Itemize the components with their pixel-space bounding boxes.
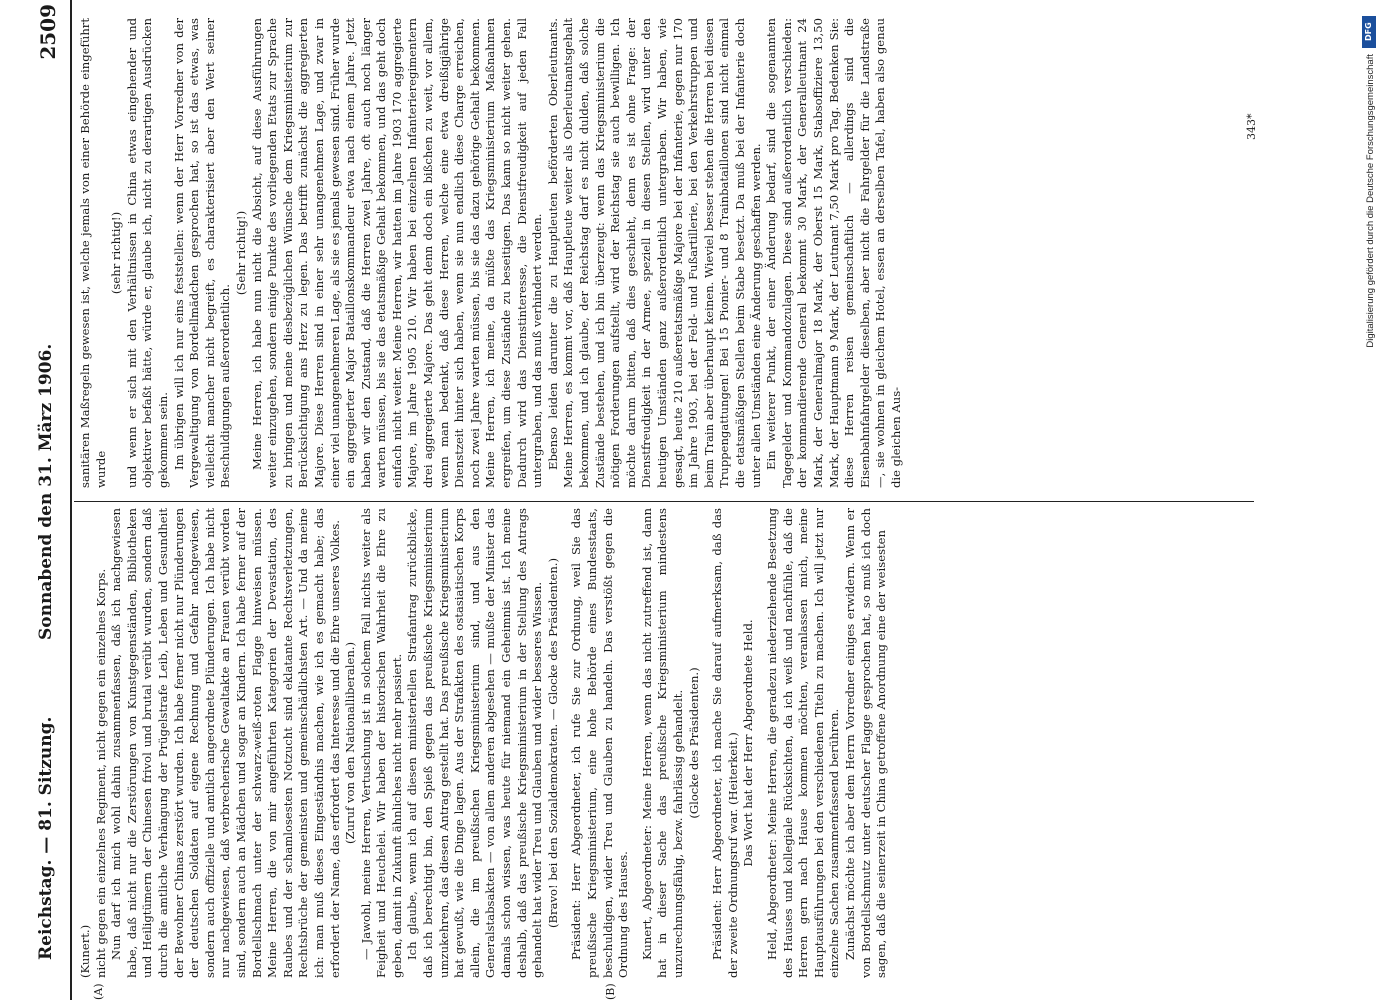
paragraph: Ich glaube, wenn ich auf diesen ministeriellen Strafantrag zurückblicke, daß ich berechtigt bin, den Spieß gegen das preußische Kriegsministerium umzukehren, das diesen Antrag gestellt hat. Das preußische Kriegsministerium hat gewußt, wie die Dinge lagen. Aus der Strafakten des ostasiatischen Korps allein, die im preußischen Kriegsministerium sind, und aus den Generalstabsakten — von allem anderen abgesehen — mußte der Minister das damals schon wissen, was heute für niemand ein Geheimnis ist. Ich meine deshalb, daß das preußische Kriegsministerium in der Stellung des Antrags gehandelt hat wider Treu und Glauben und wider besseres Wissen. — [405, 508, 545, 978]
left-column — [78, 508, 890, 978]
margin-marker-b: (B) — [604, 983, 617, 1000]
paragraph: Präsident: Herr Abgeordneter, ich mache Sie darauf aufmerksam, daß das der zweite Ordnungsruf war. (Heiterkeit.) — [710, 508, 740, 978]
page-header — [30, 0, 72, 1000]
header-date: Sonnabend den 31. März 1906. — [36, 343, 56, 640]
header-left: Reichstag. — 81. Sitzung. — [36, 716, 56, 960]
speaker-note: (Kunert.) — [78, 924, 92, 978]
paragraph: Held, Abgeordneter: Meine Herren, die geradezu niederziehende Besetzung des Hauses und kollegiale Rücksichten, da ich weiß und nachfühle, daß die Herren gern nach Hause kommen möchten, veranlassen mich, meine Hauptausführungen bei den verschiedenen Titeln zu machen. Ich will jetzt nur einzelne Sachen zusammenfassend berühren. — [764, 508, 842, 978]
paragraph: Das Wort hat der Herr Abgeordnete Held. — [741, 619, 756, 867]
paragraph: Meine Herren, ich habe nun nicht die Absicht, auf diese Ausführungen weiter einzugehen, sondern einige Punkte des vorliegenden Etats zur Sprache zu bringen und meine diesbezüglichen Wünsche dem Kriegsministerium zur Berücksichtigung ans Herz zu legen. Das betrifft zunächst die aggregierten Majore. Diese Herren sind in einer sehr unangenehmen Lage, und zwar in einer viel unangenehmeren Lage, als sie es jemals gewesen sind. Früher wurde ein aggregierter Major Bataillonskommandeur etwa nach einem Jahre. Jetzt haben wir den Zustand, daß die Herren zwei Jahre, oft auch noch länger warten müssen, bis sie das etatsmäßige Gehalt bekommen, und das geht doch einfach nicht weiter. Meine Herren, wir hatten im Jahre 1903 170 aggregierte Majore, im Jahre 1905 210. Wir haben bei einzelnen Infanterieregimentern drei aggregierte Majore. Das geht denn doch ein bißchen zu weit, vor allem, wenn man bedenkt, daß diese Herren, welche eine etwa dreißigjährige Dienstzeit hinter sich haben, wenn sie nun endlich diese Charge erreichen, noch zwei Jahre warten müssen, bis sie das dazu gehörige Gehalt bekommen. Meine Herren, ich meine, da müßte das Kriegsministerium Maßnahmen ergreifen, um diese Zustände zu beseitigen. Das kann so nicht weiter gehen. Dadurch wird das Dienstinteresse, die Dienstfreudigkeit auf jeden Fall untergraben, und das muß verhindert werden. — [249, 18, 545, 488]
paragraph: Präsident: Herr Abgeordneter, ich rufe Sie zur Ordnung, weil Sie das preußische Kriegsministerium, eine hohe Behörde eines Bundesstaats, beschuldigen, wider Treu und Glauben zu handeln. Das verstößt gegen die Ordnung des Hauses. — [569, 508, 631, 978]
dfg-logo: DFG — [1362, 16, 1376, 48]
paragraph: Kunert, Abgeordneter: Meine Herren, wenn das nicht zutreffend ist, dann hat in dieser Sache das preußische Kriegsministerium mindestens unzurechnungsfähig, bezw. fahrlässig gehandelt. — [639, 508, 685, 978]
paragraph: Zunächst möchte ich aber dem Herrn Vorredner einiges erwidern. Wenn er von Bordellschmutz unter deutscher Flagge gesprochen hat, so muß ich doch sagen, daß die seinerzeit in China getroffene Anordnung eine der weisesten — [842, 508, 889, 978]
interjection: (Sehr richtig!) — [233, 210, 248, 296]
paragraph: Ein weiterer Punkt, der einer Änderung bedarf, sind die sogenannten Tagegelder und Kommandozulagen. Diese sind außerordentlich verschieden: der kommandierende General bekommt 30 Mark, der Generalleutnant 24 Mark, der Generalmajor 18 Mark, der Oberst 15 Mark, Stabsoffiziere 13,50 Mark, der Hauptmann 9 Mark, der Leutnant 7,50 Mark pro Tag. Bedenken Sie: diese Herren reisen gemeinschaftlich — allerdings sind die Eisenbahnfahrgelder dieselben, aber nicht die Fahrgelder für die Landstraße —, sie wohnen in gleichem Hotel, essen an derselben Tafel, haben also genau die gleichen Aus- — [764, 18, 903, 488]
page-number: 2509 — [36, 4, 60, 60]
rotated-page — [30, 0, 1280, 1000]
margin-marker-a: (A) — [92, 983, 105, 1000]
paragraph: — Jawohl, meine Herren, Vertuschung ist in solchem Fall nichts weiter als Feigheit und Heuchelei. Wir haben der historischen Wahrheit die Ehre zu geben, damit in Zukunft ähnliches nicht mehr passiert. — [358, 508, 404, 978]
page-content — [30, 0, 1280, 1000]
interjection: (Bravo! bei den Sozialdemokraten. — Glocke des Präsidenten.) — [545, 558, 560, 929]
interjection: (sehr richtig!) — [109, 211, 124, 295]
paragraph: sanitären Maßregeln gewesen ist, welche jemals von einer Behörde eingeführt wurde — [78, 18, 108, 488]
interjection: (Zuruf von den Nationalliberalen.) — [343, 641, 358, 845]
paragraph: nicht gegen ein einzelnes Regiment, nicht gegen ein einzelnes Korps. — [93, 568, 108, 978]
paragraph: Nun darf ich mich wohl dahin zusammenfassen, daß ich nachgewiesen habe, daß nicht nur die Zerstörungen von Kunstgegenständen, Bibliotheken und Heiligtümern der Chinesen frivol und brutal verübt wurden, sondern daß durch die amtliche Verhängung der Prügelstrafe Leib, Leben und Gesundheit der Bewohner Chinas zerstört wurden. Ich habe ferner nicht nur Plünderungen der deutschen Soldaten auf eigene Rechnung und Gefahr nachgewiesen, sondern auch offizielle und amtlich angeordnete Plünderungen. Ich habe nicht nur nachgewiesen, daß verbrecherische Gewaltakte an Frauen verübt worden sind, sondern auch an Mädchen und sogar an Kindern. Ich habe ferner auf der Bordellschmach unter der schwarz-weiß-roten Flagge hinweisen müssen. Meine Herren, die von mir angeführten Kategorien der Devastation, des Raubes und der schamlosesten Notzucht sind eklatante Rechtsverletzungen, Rechtsbrüche der gemeinsten und gemeinschädlichsten Art. — Und da meine ich: man muß dieses Eingeständnis machen, wie ich es gemacht habe; das erfordert der Name, das erfordert das Interesse und die Ehre unseres Volkes. — [109, 508, 342, 978]
interjection: (Glocke des Präsidenten.) — [686, 667, 701, 819]
dfg-strip — [1357, 8, 1381, 428]
paragraph: Ebenso leiden darunter die zu Hauptleuten beförderten Oberleutnants. Meine Herren, es kommt vor, daß Hauptleute weiter als Oberleutnantsgehalt bekommen, und ich glaube, der Reichstag darf es nicht dulden, daß solche Zustände bestehen, und ich bin überzeugt: wenn das Kriegsministerium die nötigen Forderungen aufstellt, wird der Reichstag sie auch bewilligen. Ich möchte darum bitten, daß dies geschieht, denn es ist ohne Frage: der Dienstfreudigkeit in der Armee, speziell in diesen Stellen, wird unter den heutigen Umständen ganz außerordentlich untergraben. Wir haben, wie gesagt, heute 210 außeretatsmäßige Majore bei der Infanterie, gegen nur 170 im Jahre 1903, bei der Feld- und Fußartillerie, bei den Verkehrstruppen und beim Train aber überhaupt keinen. Wieviel besser stehen die Herren bei diesen Truppengattungen! Bei 15 Pionier- und 8 Trainbataillonen sind nicht einmal die etatsmäßigen Stellen beim Stabe besetzt. Da muß bei der Infanterie doch unter allen Umständen eine Änderung geschaffen werden. — [545, 18, 763, 488]
right-column — [78, 18, 904, 488]
page-reference: 343* — [1245, 113, 1258, 140]
dfg-credit: Digitalisierung gefördert durch die Deutsche Forschungsgemeinschaft — [1365, 54, 1376, 348]
column-divider — [74, 501, 1254, 502]
paragraph: und wenn er sich mit den Verhältnissen in China etwas eingehender und objektiver befaßt hätte, würde er, glaube ich, nicht zu derartigen Ausdrücken gekommen sein. — [124, 18, 170, 488]
paragraph: Im übrigen will ich nur eins feststellen: wenn der Herr Vorredner von der Vergewaltigung von Bordellmädchen gesprochen hat, so ist das etwas, was vielleicht mancher nicht begreift, es charakterisiert aber den Wert seiner Beschuldigungen außerordentlich. — [171, 18, 233, 488]
